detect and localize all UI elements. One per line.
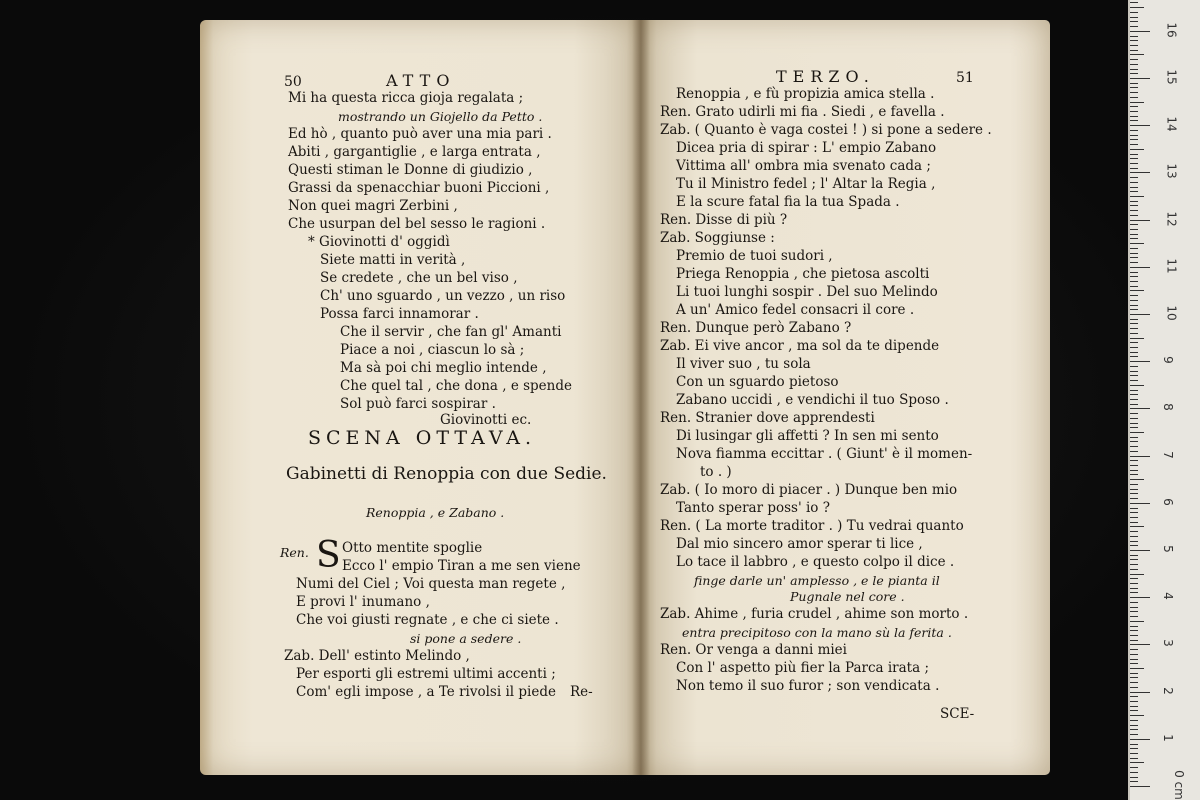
ruler-tick	[1130, 423, 1138, 424]
ruler-tick	[1130, 319, 1138, 320]
text-line: Ecco l' empio Tiran a me sen viene	[342, 558, 581, 574]
ruler-tick	[1130, 309, 1138, 310]
ruler-tick	[1130, 456, 1150, 457]
ruler-tick	[1130, 64, 1138, 65]
stage-direction: si pone a sedere .	[410, 631, 522, 646]
text-line: Non temo il suo furor ; son vendicata .	[676, 678, 940, 694]
text-line: Com' egli impose , a Te rivolsi il piede	[296, 684, 556, 700]
ruler-tick	[1130, 777, 1138, 778]
ruler-tick	[1130, 290, 1144, 291]
ruler-tick	[1130, 59, 1138, 60]
ruler-label: 14	[1164, 116, 1179, 132]
ruler-tick	[1130, 715, 1144, 716]
ruler-tick	[1130, 451, 1138, 452]
ruler-tick	[1130, 111, 1138, 112]
ruler-tick	[1130, 380, 1138, 381]
text-line: Sol può farci sospirar .	[340, 396, 496, 412]
ruler-tick	[1130, 682, 1138, 683]
text-line: Ed hò , quanto può aver una mia pari .	[288, 126, 552, 142]
ruler-tick	[1130, 734, 1138, 735]
ruler-tick	[1130, 441, 1138, 442]
text-line: Che quel tal , che dona , e spende	[340, 378, 572, 394]
ruler-tick	[1130, 356, 1138, 357]
ruler-tick	[1130, 125, 1150, 126]
text-line: Ren. Stranier dove apprendesti	[660, 410, 875, 426]
ruler-tick	[1130, 541, 1138, 542]
ruler-tick	[1130, 305, 1138, 306]
text-line: Giovinotti ec.	[440, 412, 532, 428]
ruler-tick	[1130, 762, 1144, 763]
ruler-tick	[1130, 163, 1138, 164]
text-line: Con un sguardo pietoso	[676, 374, 839, 390]
ruler-tick	[1130, 474, 1138, 475]
ruler-tick	[1130, 92, 1138, 93]
right-page-number: 51	[956, 70, 974, 86]
ruler-tick	[1130, 238, 1138, 239]
ruler-tick	[1130, 229, 1138, 230]
ruler-tick	[1130, 366, 1138, 367]
ruler-tick	[1130, 87, 1138, 88]
ruler-tick	[1130, 432, 1144, 433]
ruler-tick	[1130, 12, 1138, 13]
ruler-tick	[1130, 607, 1138, 608]
text-line: Grassi da spenacchiar buoni Piccioni ,	[288, 180, 550, 196]
ruler-tick	[1130, 7, 1144, 8]
ruler-tick	[1130, 158, 1138, 159]
right-running-head: TERZO.	[776, 67, 875, 86]
ruler-label: 15	[1164, 69, 1179, 85]
ruler-tick	[1130, 611, 1138, 612]
ruler-tick	[1130, 489, 1138, 490]
text-line: Zabano uccidi , e vendichi il tuo Sposo .	[676, 392, 949, 408]
ruler-label: 4	[1160, 592, 1175, 601]
ruler-tick	[1130, 248, 1138, 249]
ruler-tick	[1130, 272, 1138, 273]
ruler-tick	[1130, 404, 1138, 405]
ruler-tick	[1130, 592, 1138, 593]
ruler-tick	[1130, 342, 1138, 343]
ruler-label: 2	[1160, 686, 1175, 695]
scene-characters: Renoppia , e Zabano .	[366, 505, 505, 520]
text-line: Li tuoi lunghi sospir . Del suo Melindo	[676, 284, 938, 300]
ruler-tick	[1130, 31, 1150, 32]
text-line: Se credete , che un bel viso ,	[320, 270, 518, 286]
text-line: to . )	[700, 464, 732, 480]
ruler-tick	[1130, 649, 1138, 650]
ruler-tick	[1130, 286, 1138, 287]
ruler-tick	[1130, 616, 1138, 617]
ruler-label: 8	[1160, 403, 1175, 412]
ruler-tick	[1130, 300, 1138, 301]
text-line: Otto mentite spoglie	[342, 540, 483, 556]
stage-direction: Pugnale nel core .	[790, 589, 905, 604]
ruler-tick	[1130, 479, 1144, 480]
text-line: E la scure fatal fia la tua Spada .	[676, 194, 900, 210]
ruler-tick	[1130, 210, 1138, 211]
ruler-tick	[1130, 536, 1138, 537]
ruler-tick	[1130, 130, 1138, 131]
scene-setting: Gabinetti di Renoppia con due Sedie.	[286, 464, 607, 484]
ruler-tick	[1130, 772, 1138, 773]
text-line: Lo tace il labbro , e questo colpo il dice .	[676, 554, 955, 570]
ruler-tick	[1130, 427, 1138, 428]
ruler-tick	[1130, 644, 1150, 645]
text-line: Di lusingar gli affetti ? In sen mi sento	[676, 428, 939, 444]
text-line: Ch' uno sguardo , un vezzo , un riso	[320, 288, 566, 304]
ruler-tick	[1130, 460, 1138, 461]
text-line: Nova fiamma eccittar . ( Giunt' è il momen-	[676, 446, 973, 462]
ruler-tick	[1130, 564, 1138, 565]
ruler-tick	[1130, 687, 1138, 688]
stage-direction: entra precipitoso con la mano sù la ferita .	[682, 625, 952, 640]
ruler-tick	[1130, 26, 1138, 27]
catchword: Re-	[570, 684, 593, 700]
ruler-tick	[1130, 748, 1138, 749]
ruler-tick	[1130, 220, 1150, 221]
text-line: Che voi giusti regnate , e che ci siete .	[296, 612, 559, 628]
ruler-tick	[1130, 668, 1144, 669]
ruler-tick	[1130, 659, 1138, 660]
ruler-tick	[1130, 465, 1138, 466]
ruler-tick	[1130, 139, 1138, 140]
ruler-tick	[1130, 144, 1138, 145]
text-line: Piace a noi , ciascun lo sà ;	[340, 342, 525, 358]
ruler-tick	[1130, 21, 1138, 22]
ruler-tick	[1130, 588, 1138, 589]
ruler-tick	[1130, 508, 1138, 509]
ruler-tick	[1130, 744, 1138, 745]
ruler-label: 1	[1160, 733, 1175, 742]
ruler-tick	[1130, 371, 1138, 372]
text-line: Abiti , gargantiglie , e larga entrata ,	[288, 144, 541, 160]
ruler-tick	[1130, 295, 1138, 296]
text-line: Tu il Ministro fedel ; l' Altar la Regia ,	[676, 176, 936, 192]
ruler-tick	[1130, 526, 1144, 527]
ruler-tick	[1130, 758, 1138, 759]
ruler-tick	[1130, 706, 1138, 707]
ruler-tick	[1130, 786, 1150, 787]
text-line: Zab. Ei vive ancor , ma sol da te dipende	[660, 338, 940, 354]
ruler-tick	[1130, 673, 1138, 674]
text-line: Zab. Dell' estinto Melindo ,	[284, 648, 470, 664]
ruler-label: 0 cm	[1171, 770, 1186, 800]
ruler-tick	[1130, 73, 1138, 74]
ruler-tick	[1130, 54, 1144, 55]
text-line: Che il servir , che fan gl' Amanti	[340, 324, 562, 340]
ruler-tick	[1130, 83, 1138, 84]
ruler-tick	[1130, 484, 1138, 485]
ruler-tick	[1130, 106, 1138, 107]
ruler-tick	[1130, 413, 1138, 414]
text-line: Numi del Ciel ; Voi questa man regete ,	[296, 576, 566, 592]
ruler-tick	[1130, 243, 1144, 244]
ruler-tick	[1130, 545, 1138, 546]
ruler-label: 13	[1164, 163, 1179, 180]
ruler-tick	[1130, 154, 1138, 155]
ruler-tick	[1130, 352, 1138, 353]
catchword: SCE-	[940, 706, 975, 722]
ruler-tick	[1130, 626, 1138, 627]
text-line: Dal mio sincero amor sperar ti lice ,	[676, 536, 923, 552]
text-line: Priega Renoppia , che pietosa ascolti	[676, 266, 930, 282]
ruler-tick	[1130, 177, 1138, 178]
text-line: Ma sà poi chi meglio intende ,	[340, 360, 547, 376]
ruler-tick	[1130, 149, 1144, 150]
ruler-tick	[1130, 196, 1144, 197]
ruler-label: 11	[1164, 258, 1179, 274]
ruler-tick	[1130, 635, 1138, 636]
ruler-tick	[1130, 578, 1138, 579]
ruler-tick	[1130, 40, 1138, 41]
ruler-tick	[1130, 531, 1138, 532]
text-line: Premio de tuoi sudori ,	[676, 248, 833, 264]
ruler-tick	[1130, 234, 1138, 235]
ruler-label: 6	[1160, 497, 1175, 506]
ruler-label: 7	[1160, 450, 1175, 459]
ruler-tick	[1130, 135, 1138, 136]
ruler-tick	[1130, 569, 1138, 570]
text-line: Con l' aspetto più fier la Parca irata ;	[676, 660, 929, 676]
ruler-tick	[1130, 640, 1138, 641]
ruler-tick	[1130, 503, 1150, 504]
ruler-tick	[1130, 517, 1138, 518]
ruler-tick	[1130, 597, 1150, 598]
ruler-tick	[1130, 621, 1144, 622]
ruler-tick	[1130, 338, 1144, 339]
ruler-tick	[1130, 385, 1144, 386]
stage-direction: mostrando un Giojello da Petto .	[338, 109, 543, 124]
ruler-tick	[1130, 470, 1138, 471]
ruler-tick	[1130, 102, 1144, 103]
ruler-tick	[1130, 205, 1138, 206]
ruler-tick	[1130, 78, 1150, 79]
ruler-tick	[1130, 663, 1138, 664]
ruler-tick	[1130, 559, 1138, 560]
stage-direction: finge darle un' amplesso , e le pianta il	[694, 573, 940, 588]
ruler-tick	[1130, 753, 1138, 754]
ruler-tick	[1130, 394, 1138, 395]
ruler-tick	[1130, 437, 1138, 438]
left-page-number: 50	[284, 74, 302, 90]
ruler-tick	[1130, 710, 1138, 711]
drop-cap: S	[316, 535, 341, 576]
ruler-label: 16	[1164, 22, 1179, 38]
ruler-tick	[1130, 328, 1138, 329]
ruler-tick	[1130, 446, 1138, 447]
ruler-tick	[1130, 276, 1138, 277]
ruler-tick	[1130, 399, 1138, 400]
text-line: Renoppia , e fù propizia amica stella .	[676, 86, 935, 102]
ruler-tick	[1130, 555, 1138, 556]
text-line: Questi stiman le Donne di giudizio ,	[288, 162, 533, 178]
measuring-ruler	[1128, 0, 1200, 800]
text-line: Zab. Ahime , furia crudel , ahime son morto .	[660, 606, 969, 622]
text-line: Zab. ( Io moro di piacer . ) Dunque ben mio	[660, 482, 958, 498]
ruler-tick	[1130, 17, 1138, 18]
text-line: Dicea pria di spirar : L' empio Zabano	[676, 140, 937, 156]
ruler-tick	[1130, 50, 1138, 51]
ruler-tick	[1130, 281, 1138, 282]
ruler-tick	[1130, 172, 1150, 173]
ruler-tick	[1130, 390, 1138, 391]
ruler-tick	[1130, 182, 1138, 183]
ruler-tick	[1130, 493, 1138, 494]
ruler-tick	[1130, 267, 1150, 268]
text-line: Zab. Soggiunse :	[660, 230, 775, 246]
text-line: Tanto sperar poss' io ?	[676, 500, 830, 516]
ruler-tick	[1130, 69, 1138, 70]
ruler-tick	[1130, 224, 1138, 225]
ruler-tick	[1130, 767, 1138, 768]
ruler-tick	[1130, 45, 1138, 46]
ruler-tick	[1130, 253, 1138, 254]
ruler-tick	[1130, 257, 1138, 258]
ruler-tick	[1130, 361, 1150, 362]
text-line: Non quei magri Zerbini ,	[288, 198, 458, 214]
ruler-tick	[1130, 314, 1150, 315]
ruler-label: 9	[1160, 356, 1175, 365]
ruler-tick	[1130, 696, 1138, 697]
text-line: E provi l' inumano ,	[296, 594, 430, 610]
ruler-tick	[1130, 739, 1150, 740]
text-line: Che usurpan del bel sesso le ragioni .	[288, 216, 546, 232]
ruler-tick	[1130, 574, 1144, 575]
ruler-tick	[1130, 522, 1138, 523]
text-line: Zab. ( Quanto è vaga costei ! ) si pone a sedere .	[660, 122, 992, 138]
ruler-tick	[1130, 333, 1138, 334]
ruler-tick	[1130, 323, 1138, 324]
ruler-tick	[1130, 408, 1150, 409]
ruler-tick	[1130, 120, 1138, 121]
ruler-tick	[1130, 191, 1138, 192]
ruler-tick	[1130, 512, 1138, 513]
ruler-tick	[1130, 630, 1138, 631]
ruler-tick	[1130, 168, 1138, 169]
ruler-tick	[1130, 781, 1138, 782]
book-gutter	[632, 20, 650, 775]
ruler-tick	[1130, 36, 1138, 37]
ruler-tick	[1130, 201, 1138, 202]
speaker-label: Ren.	[280, 545, 309, 560]
ruler-tick	[1130, 720, 1138, 721]
ruler-tick	[1130, 375, 1138, 376]
ruler-label: 3	[1160, 639, 1175, 648]
ruler-label: 10	[1164, 305, 1179, 321]
scene-title: SCENA OTTAVA.	[308, 427, 537, 449]
ruler-tick	[1130, 187, 1138, 188]
ruler-tick	[1130, 498, 1138, 499]
ruler-tick	[1130, 725, 1138, 726]
text-line: Il viver suo , tu sola	[676, 356, 811, 372]
text-line: Ren. Dunque però Zabano ?	[660, 320, 852, 336]
text-line: Ren. Disse di più ?	[660, 212, 788, 228]
ruler-tick	[1130, 550, 1150, 551]
ruler-tick	[1130, 692, 1150, 693]
ruler-tick	[1130, 729, 1138, 730]
text-line: A un' Amico fedel consacri il core .	[676, 302, 915, 318]
text-line: Ren. ( La morte traditor . ) Tu vedrai quanto	[660, 518, 964, 534]
ruler-tick	[1130, 602, 1138, 603]
ruler-tick	[1130, 97, 1138, 98]
ruler-tick	[1130, 262, 1138, 263]
ruler-tick	[1130, 2, 1138, 3]
text-line: Possa farci innamorar .	[320, 306, 479, 322]
text-line: Per esporti gli estremi ultimi accenti ;	[296, 666, 556, 682]
text-line: Siete matti in verità ,	[320, 252, 466, 268]
ruler-tick	[1130, 701, 1138, 702]
text-line: Vittima all' ombra mia svenato cada ;	[676, 158, 931, 174]
text-line: * Giovinotti d' oggidì	[308, 234, 450, 250]
ruler-tick	[1130, 347, 1138, 348]
ruler-label: 12	[1164, 210, 1179, 227]
ruler-label: 5	[1160, 545, 1175, 553]
ruler-tick	[1130, 654, 1138, 655]
ruler-tick	[1130, 418, 1138, 419]
ruler-tick	[1130, 116, 1138, 117]
text-line: Ren. Or venga a danni miei	[660, 642, 847, 658]
text-line: Ren. Grato udirli mi fia . Siedi , e favella .	[660, 104, 945, 120]
ruler-tick	[1130, 677, 1138, 678]
left-running-head: ATTO	[386, 71, 456, 90]
ruler-tick	[1130, 583, 1138, 584]
text-line: Mi ha questa ricca gioja regalata ;	[288, 90, 524, 106]
ruler-tick	[1130, 215, 1138, 216]
